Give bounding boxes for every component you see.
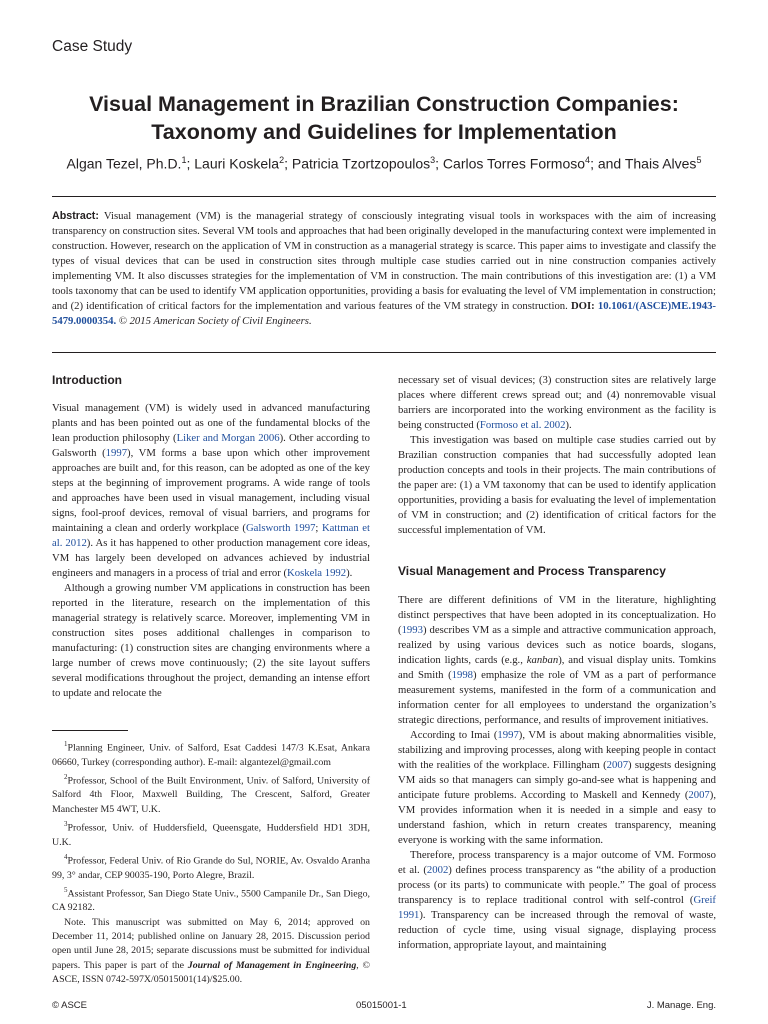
text-run: ), and visual display units. Tomkins and Smith ( (398, 654, 716, 681)
text-run: ). (346, 567, 353, 579)
text-run: ), VM forms a base upon which other improvement approaches are built and, for this reason, can be adopted as one of the key steps at the beginning of improvement programs. A wide range of tools and approaches have been used in visual management, including visual signs, fool-proof devices, removal of visual barriers, and programs for maintaining a clean and orderly workplace ( (52, 447, 370, 534)
footer-article-number: 05015001-1 (356, 1000, 407, 1011)
footnote: $^5$Assistant Professor, San Diego State Univ., 5500 Campanile Dr., San Diego, CA 92182. (52, 885, 370, 914)
intro-paragraph-2: Although a growing number VM applications in construction has been reported in the literature, research on the implementation of this managerial strategy is relatively scarce. Moreover, implementing VM in construction sites poses additional challenges in comparison to manufacturing: (1) construction sites are changing environments where a large number of crews move continuously; (2) the site layout suffers several modifications throughout the project, demanding an intense effort to update and relocate the (52, 582, 370, 699)
abstract (52, 209, 716, 329)
right-column (398, 373, 716, 953)
author-affiliation-mark: 1 (181, 155, 187, 165)
italic-term: kanban (526, 654, 559, 666)
citation-link[interactable]: Formoso et al. 2002 (479, 419, 566, 431)
vm-paragraph-2 (398, 728, 716, 848)
intro-paragraph-4: This investigation was based on multiple case studies carried out by Brazilian construction companies that had successfully adopted lean production concepts and tools in their projects. The main contributions of the paper are: (1) a VM taxonomy that can be used to identify application opportunities, providing a basis for evaluating the level of implementation of VM in construction; and (2) identification of critical factors for the successful implementation of VM. (398, 434, 716, 536)
copyright: © 2015 American Society of Civil Engineers. (118, 315, 312, 328)
top-rule (52, 196, 716, 197)
text-run: ) emphasize the role of VM as a part of performance measurement systems, manifested in the form of a communication and information center for all employees to understand the organization’s strategic directions, performance, and results of improvement initiatives. (398, 669, 716, 726)
citation-link[interactable]: 1998 (451, 669, 474, 681)
author-name: Carlos Torres Formoso (442, 155, 586, 172)
vm-section-heading: Visual Management and Process Transparency (398, 564, 666, 578)
text-run: Therefore, process transparency is a major outcome of VM. Formoso et al. ( (398, 849, 716, 876)
footnote: $^2$Professor, School of the Built Environment, Univ. of Salford, University of Salford 4th Floor, Maxwell Building, The Crescent, Salford, Greater Manchester M5 4WT, U.K. (52, 772, 370, 815)
citation-link[interactable]: 2002 (426, 864, 449, 876)
intro-paragraph-1 (52, 401, 370, 581)
citation-link[interactable]: Galsworth 1997 (245, 522, 316, 534)
text-run: ), VM provides information when it is needed in a simple and easy to understand fashion, which in return creates transparency, meaning everyone is working with the same information. (398, 789, 716, 846)
doi-link[interactable]: 10.1061/(ASCE)ME.1943-5479.0000354. (52, 300, 716, 328)
text-run: ). (565, 419, 572, 431)
author-name: Patricia Tzortzopoulos (291, 155, 431, 172)
doi-label: DOI: (570, 300, 595, 313)
author-name: Algan Tezel, Ph.D. (66, 155, 182, 172)
text-run: ; (315, 522, 322, 534)
citation-link[interactable]: Koskela 1992 (287, 567, 347, 579)
text-run: ). As it has happened to other production management core ideas, VM has largely been developed on advances achieved by industrial engineers and managers in a process of trial and error ( (52, 537, 370, 579)
introduction-heading: Introduction (52, 373, 122, 387)
text-run: ) defines process transparency as “the ability of a production process (or its parts) to communicate with people.” The goal of process transparency is to replace traditional control with self-control ( (398, 864, 716, 906)
citation-link[interactable]: Greif 1991 (398, 894, 716, 921)
citation-link[interactable]: 1997 (105, 447, 128, 459)
abstract-rule (52, 352, 716, 353)
text-run: According to Imai ( (410, 729, 498, 741)
section-label: Case Study (52, 38, 133, 55)
vm-paragraph-3 (398, 848, 716, 953)
citation-link[interactable]: 2007 (606, 759, 629, 771)
footnotes (52, 737, 370, 987)
author-affiliation-mark: 2 (279, 155, 285, 165)
abstract-label: Abstract: (52, 210, 99, 222)
author-affiliation-mark: 4 (585, 155, 591, 165)
text-run: ). Transparency can be increased through the removal of waste, reduction of cycle time, using visual signage, displaying process information, appropriate layout, and maintaining (398, 909, 716, 951)
citation-link[interactable]: 1997 (497, 729, 519, 741)
vm-paragraph-1 (398, 593, 716, 728)
footnote: $^3$Professor, Univ. of Huddersfield, Queensgate, Huddersfield HD1 3DH, U.K. (52, 820, 370, 848)
text-run: ) describes VM as a simple and attractive communication approach, realized by using various devices such as notice boards, slogans, indication lights, cards (e.g., (398, 624, 716, 666)
footer-publisher: © ASCE (52, 1000, 87, 1011)
author-affiliation-mark: 3 (430, 155, 436, 165)
footer-journal: J. Manage. Eng. (646, 1000, 716, 1011)
author-name: Thais Alves (624, 155, 697, 172)
footnote: $^4$Professor, Federal Univ. of Rio Grande do Sul, NORIE, Av. Osvaldo Aranha 99, 3° andar, CEP 90035-190, Porto Alegre, Brazil. (52, 852, 370, 881)
citation-link[interactable]: 1993 (401, 624, 423, 636)
text-run: ) suggests designing VM aids so that managers can simply go-and-see what is happening and anticipate future problems. According to Maskell and Kennedy ( (398, 759, 716, 801)
footnote-rule (52, 730, 128, 731)
abstract-text: Visual management (VM) is the managerial strategy of consciously integrating visual tools in workspaces with the aim of increasing transparency on construction sites. Several VM tools and approaches that had been originally developed in the manufacturing context were implemented in construction. However, research on the application of VM in construction as a managerial strategy is scarce. This paper aims to investigate and classify the types of visual devices that can be used in construction sites through multiple case studies carried out in nine construction companies actively implementing VM. It also discusses strategies for the implementation of VM in construction. The main contributions of this investigation are: (1) a VM tools taxonomy that can be used to identify VM application opportunities, providing a basis for evaluating the level of VM implementation in construction; and (2) identification of critical factors for the implementation and various features of the VM strategy in construction. (52, 210, 716, 313)
left-column (52, 373, 370, 701)
text-run: Visual management (VM) is widely used in advanced manufacturing plants and has been pointed out as one of the fundamental blocks of the lean production philosophy ( (52, 402, 370, 444)
paper-title: Visual Management in Brazilian Construction Companies: Taxonomy and Guidelines for Implementation (89, 92, 679, 144)
citation-link[interactable]: 2007 (688, 789, 710, 801)
text-run: ), VM is about making abnormalities visible, stabilizing and improving processes, along with keeping people in contact with the realities of the workplace. Fillingham ( (398, 729, 716, 771)
citation-link[interactable]: Kattman et al. 2012 (52, 522, 370, 549)
text-run: ). Other according to Galsworth ( (52, 432, 370, 459)
intro-paragraph-3 (398, 373, 716, 433)
author-affiliation-mark: 5 (696, 155, 702, 165)
text-run: There are different definitions of VM in the literature, highlighting distinct perspectives that have been adopted in its conceptualization. Ho ( (398, 594, 716, 636)
author-list: Algan Tezel, Ph.D.$^1$; Lauri Koskela$^2$; Patricia Tzortzopoulos$^3$; Carlos Torres Formoso$^4$; and Thais Alves$^5$ (66, 155, 702, 172)
footnote: $^1$Planning Engineer, Univ. of Salford, Esat Caddesi 147/3 K.Esat, Ankara 06660, Turkey (corresponding author). E-mail: algantezel@gmail.com (52, 740, 370, 768)
submission-note: Note. This manuscript was submitted on May 6, 2014; approved on December 11, 2014; published online on January 28, 2015. Discussion period open until June 28, 2015; separate discussions must be submitted for individual papers. This paper is part of the Journal of Management in Engineering, © ASCE, ISSN 0742-597X/05015001(14)/$25.00. (52, 916, 370, 985)
citation-link[interactable]: Liker and Morgan 2006 (176, 432, 280, 444)
journal-name: Journal of Management in Engineering (187, 959, 357, 971)
text-run: necessary set of visual devices; (3) construction sites are relatively large places where different crews spread out; and (4) nonremovable visual barriers are incorporated into the working environment as the facility is being constructed ( (398, 374, 716, 431)
author-name: Lauri Koskela (194, 155, 280, 172)
